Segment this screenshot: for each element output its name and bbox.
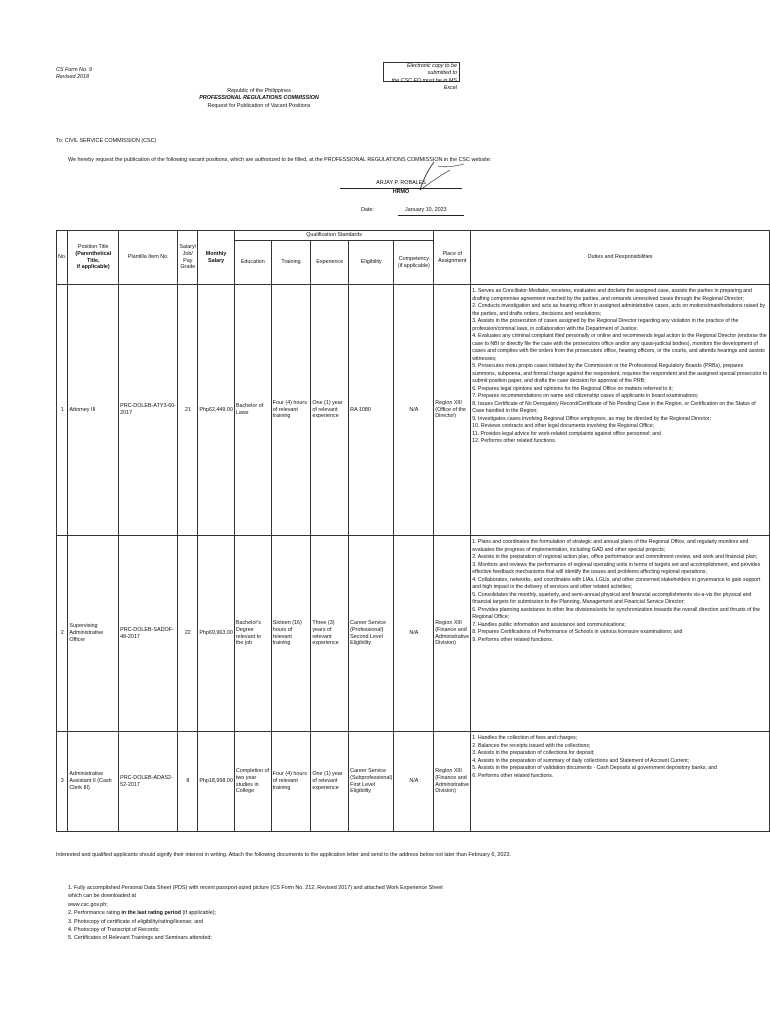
requirement-item bbox=[68, 909, 448, 917]
cell-position: Supervising Administrative Officer bbox=[68, 536, 119, 732]
vacancy-table bbox=[56, 230, 770, 832]
form-number: CS Form No. 9 bbox=[56, 67, 92, 73]
duty-item: 2. Assists in the preparation of regional action plan, office performance and commitment review, and work and financial plan; bbox=[472, 554, 758, 560]
cell-eligibility: Career Service (Subprofessional) First Level Eligibility bbox=[349, 732, 394, 832]
cell-salary: Php18,998.00 bbox=[198, 732, 235, 832]
table-row bbox=[57, 732, 770, 832]
requirement-item-continued: www.csc.gov.ph; bbox=[68, 901, 108, 908]
cell-competency: N/A bbox=[394, 536, 434, 732]
requirement-item: 3. Photocopy of certificate of eligibility/rating/license; and bbox=[68, 918, 204, 925]
cell-plantilla: PRC-DOLEB-ATY3-60-2017 bbox=[119, 285, 178, 536]
requirement-text: 2. Performance rating bbox=[68, 910, 122, 917]
table-row bbox=[57, 536, 770, 732]
requirement-item: 1. Fully accomplished Personal Data Sheet (PDS) with recent passport-sized picture (CS Form No. 212, Revised 2017) and attached Work Experience Sheet which can be downloaded at bbox=[68, 885, 443, 900]
duty-item: 9. Investigates cases involving Regional Office employees, as may be directed by the Regional Director; bbox=[472, 415, 711, 422]
duty-item: 9. Performs other related functions. bbox=[472, 636, 554, 643]
cell-place: Region XIII (Finance and Administrative Division) bbox=[434, 536, 471, 732]
closing-instructions: Interested and qualified applicants should signify their interest in writing. Attach the following documents to the application letter and send to the address below not later than February 6, 2023. bbox=[56, 852, 511, 858]
duty-item: 5. Prosecutes motu propio cases initiated by the Commission or the Professional Regulatory Boards (PRBs), prepares summons, subpoena, and formal charge against the respondent, requires the respondent and the assigned special prosecutor to submit position paper, and drafts the case decision for approval of the PRB; bbox=[472, 363, 768, 384]
cell-position: Administrative Assistant II (Cash Clerk III) bbox=[68, 732, 119, 832]
cell-experience: One (1) year of relevant experience bbox=[311, 732, 349, 832]
cell-eligibility: Career Service (Professional) Second Level Eligibility bbox=[349, 536, 394, 732]
date-value: January 10, 2023 bbox=[405, 207, 447, 213]
duty-item: 4. Evaluates any criminal complaint filed personally or online and recommends legal action to the Regional Director (endorse the case to NBI or directly file the case with the prosecutors office and/or any quasi-judicial bodies), monitors the development of cases and complies with the orders from the prosecutors office, hearing officers, or the courts, and attends hearings and assists witnesses; bbox=[472, 333, 767, 362]
duty-item: 8. Prepares Certifications of Performance of Schools in various licensure examinations; and bbox=[472, 629, 683, 635]
duty-item: 6. Prepares legal opinions and opinions for the Regional Office on matters referred to it; bbox=[472, 385, 673, 392]
duty-item: 3. Assists in the prosecution of cases assigned by the Regional Director regarding any violation in the practice of the profession/criminal laws, in collaboration with the Department of Justice; bbox=[472, 318, 739, 332]
document-subtitle: Request for Publication of Vacant Positions bbox=[207, 102, 311, 109]
header-duties: Duties and Responsibilities bbox=[471, 231, 770, 285]
header-eligibility: Eligibility bbox=[349, 241, 394, 285]
cell-grade: 21 bbox=[178, 285, 198, 536]
cell-grade: 8 bbox=[178, 732, 198, 832]
header-position-line3: if applicable) bbox=[76, 264, 110, 271]
duty-item: 6. Performs other related functions. bbox=[472, 772, 554, 779]
cell-education: Completion of two year studies in College bbox=[234, 732, 271, 832]
header-salary-line3: Grade bbox=[180, 264, 196, 271]
duty-item: 5. Consolidates the monthly, quarterly, and semi-annual physical and financial accomplishments vis-a-vis the physical and financial targets for submission to the Planning, Management and Financial Service Director; bbox=[472, 591, 752, 605]
form-revision: Revised 2018 bbox=[56, 74, 89, 81]
cell-no: 2 bbox=[57, 536, 68, 732]
duty-item: 2. Balances the receipts issued with the collections; bbox=[472, 742, 591, 749]
duty-item: 1. Handles the collection of fees and charges; bbox=[472, 735, 578, 741]
header-experience: Experience bbox=[311, 241, 349, 285]
cell-plantilla: PRC-DOLEB-SADOF-48-2017 bbox=[119, 536, 178, 732]
header-position-title bbox=[68, 231, 119, 285]
cell-salary: Php69,963.00 bbox=[198, 536, 235, 732]
cell-competency: N/A bbox=[394, 732, 434, 832]
duty-item: 5. Assists in the preparation of validation documents - Cash Deposits at government depository banks; and bbox=[472, 765, 718, 771]
header-qualification-standards: Qualification Standards bbox=[234, 231, 433, 241]
duty-item: 8. Issues Certificate of No Derogatory Record/Certificate of No Pending Case in the Region, or Certification on the Status of Case handled in the Region; bbox=[472, 400, 756, 414]
intro-text: We hereby request the publication of the following vacant positions, which are authorized to be filled, at the PROFESSIONAL REGULATIONS COMMISSION in the CSC website: bbox=[68, 157, 492, 163]
header-plantilla: Plantilla Item No. bbox=[119, 231, 178, 285]
cell-no: 1 bbox=[57, 285, 68, 536]
date-label: Date: bbox=[361, 207, 374, 213]
header-monthly-salary: Monthly Salary bbox=[198, 231, 235, 285]
signatory-title: HRMO bbox=[392, 189, 410, 196]
header-place-line1: Place of bbox=[442, 250, 462, 257]
cell-place: Region XIII (Office of the Director) bbox=[434, 285, 471, 536]
requirement-item: 5. Certificates of Relevant Trainings and Seminars attended; bbox=[68, 935, 212, 942]
addressee-line: To: CIVIL SERVICE COMMISSION (CSC) bbox=[56, 138, 157, 144]
header-position-line2: (Parenthetical Title, bbox=[75, 250, 112, 264]
duty-item: 12. Performs other related functions. bbox=[472, 438, 557, 444]
duty-item: 7. Prepares recommendations on name and citizenship cases of applicants in board examinations; bbox=[472, 393, 699, 399]
document-header bbox=[150, 88, 368, 110]
duty-item: 10. Reviews contracts and other legal documents involving the Regional Office; bbox=[472, 423, 655, 429]
cell-education: Bachelor of Laws bbox=[234, 285, 271, 536]
cell-training: Sixteen (16) hours of relevant training bbox=[271, 536, 311, 732]
duty-item: 2. Conducts investigation and acts as hearing officer in assigned administrative cases, acts on motions/manifestations raised by the parties, and drafts orders, decisions and resolutions; bbox=[472, 303, 766, 317]
cell-plantilla: PRC-DOLEB-ADAS2-52-2017 bbox=[119, 732, 178, 832]
republic-label: Republic of the Philippines bbox=[227, 88, 291, 94]
header-place-line2: Assignment bbox=[438, 257, 467, 264]
header-education: Education bbox=[234, 241, 271, 285]
duty-item: 1. Plans and coordinates the formulation of strategic and annual plans of the Regional Office, and regularly monitors and evaluates the progress of implementation, including GAD and other special projects; bbox=[472, 539, 749, 553]
cell-duties bbox=[471, 536, 770, 732]
requirement-text: (if applicable); bbox=[180, 910, 217, 917]
cell-competency: N/A bbox=[394, 285, 434, 536]
duty-item: 11. Provides legal advice for work-related complaints against office personnel; and bbox=[472, 430, 661, 437]
requirement-emphasis: in the last rating period bbox=[121, 910, 181, 917]
header-competency-line2: (if applicable) bbox=[397, 262, 430, 269]
header-place-of-assignment bbox=[434, 231, 471, 285]
duty-item: 4. Collaborates, networks, and coordinates with LIAs, LGUs, and other concerned stakeholders in governance to gain support and high impact in the delivery of services and other related activities; bbox=[472, 576, 761, 590]
cell-duties bbox=[471, 732, 770, 832]
cell-no: 3 bbox=[57, 732, 68, 832]
electronic-copy-line2: the CSC FO must be in MS Excel bbox=[391, 77, 457, 92]
signatory-name: ARJAY P. ROBALES bbox=[376, 180, 426, 186]
cell-experience: One (1) year of relevant experience bbox=[311, 285, 349, 536]
duty-item: 3. Monitors and reviews the performance of regional operating units in terms of targets set and accomplishment, and provides effective feedback mechanisms that will identify the issues and problems affecting regional operations; bbox=[472, 561, 761, 575]
cell-eligibility: RA 1080 bbox=[349, 285, 394, 536]
table-row bbox=[57, 285, 770, 536]
signatory-block bbox=[340, 180, 462, 197]
cell-salary: Php62,449.00 bbox=[198, 285, 235, 536]
cell-training: Four (4) hours of relevant training bbox=[271, 285, 311, 536]
duty-item: 6. Provides planning assistance to other line divisions/units for synchronization towards the overall direction and thrusts of the Regional Office; bbox=[472, 606, 761, 620]
duty-item: 7. Handles public information and assistance and communications; bbox=[472, 621, 626, 628]
agency-name: PROFESSIONAL REGULATIONS COMMISSION bbox=[199, 95, 319, 102]
header-training: Training bbox=[271, 241, 311, 285]
requirement-item: 4. Photocopy of Transcript of Records; bbox=[68, 927, 160, 934]
duty-item: 1. Serves as Conciliator-Mediator, receives, evaluates and dockets the assigned case, assists the parties in preparing and drafting compromise agreement reached by the parties, and remands unresolved cases through the Regional Director; bbox=[472, 288, 752, 302]
header-salary-line2: Job/ Pay bbox=[182, 250, 193, 264]
cell-education: Bachelor's Degree relevant to the job bbox=[234, 536, 271, 732]
cell-place: Region XIII (Finance and Administrative Division) bbox=[434, 732, 471, 832]
form-code bbox=[56, 67, 92, 82]
header-competency bbox=[394, 241, 434, 285]
cell-position: Attorney III bbox=[68, 285, 119, 536]
cell-grade: 22 bbox=[178, 536, 198, 732]
header-competency-line1: Competency bbox=[398, 255, 429, 262]
electronic-copy-note bbox=[383, 62, 460, 92]
electronic-copy-line1: Electronic copy to be submitted to bbox=[406, 63, 457, 77]
header-no: No. bbox=[57, 231, 68, 285]
cell-training: Four (4) hours of relevant training bbox=[271, 732, 311, 832]
cell-duties bbox=[471, 285, 770, 536]
duty-item: 3. Assists in the preparation of collections for deposit; bbox=[472, 750, 595, 756]
duty-item: 4. Assists in the preparation of summary of daily collections and Statement of Account Current; bbox=[472, 757, 690, 764]
header-salary-grade bbox=[178, 231, 198, 285]
requirements-list bbox=[68, 884, 448, 943]
header-position-line1: Position Title bbox=[77, 243, 109, 250]
cell-experience: Three (3) years of relevant experience bbox=[311, 536, 349, 732]
date-underline bbox=[398, 215, 464, 216]
header-salary-line1: Salary/ bbox=[179, 243, 197, 250]
